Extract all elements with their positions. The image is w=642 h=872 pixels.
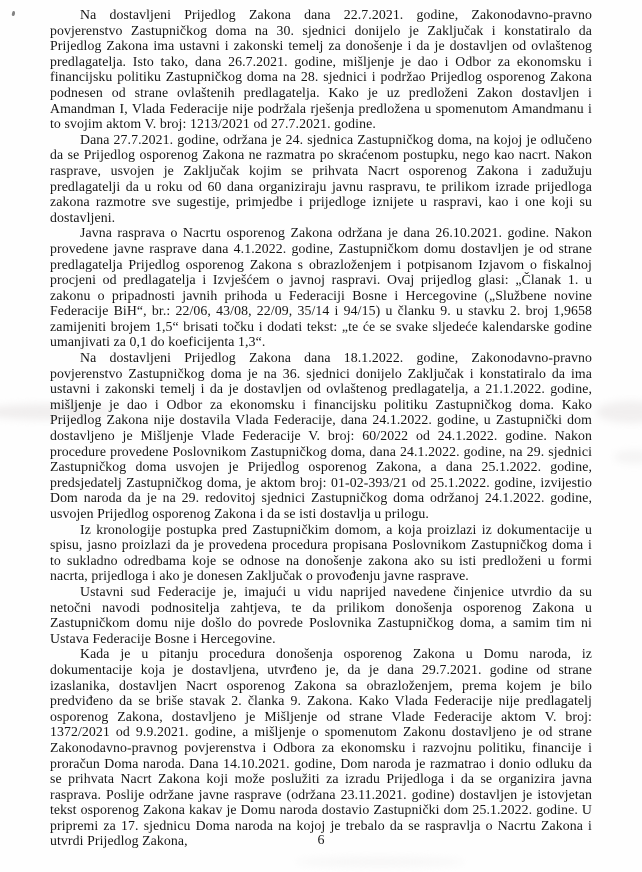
paragraph-7: Kada je u pitanju procedura donošenja osporenog Zakona u Domu naroda, iz dokumentacije koja je dostavljena, utvrđeno je, da je dana 29.7.2021. godine od strane izaslanika, dostavljen Nacrt osporenog Zakona sa obrazloženjem, prema kojem je bilo predviđeno da se briše stavak 2. članka 9. Zakona. Kako Vlada Federacije nije predlagatelj osporenog Zakona, dostavljeno je Mišljenje od strane Vlade Federacije aktom V. broj: 1372/2021 od 9.9.2021. godine, a mišljenje o spomenutom Zakonu dostavljeno je od strane Zakonodavno-pravnog povjerenstva i Odbora za ekonomsku i razvojnu politiku, financije i proračun Doma naroda. Dana 14.10.2021. godine, Dom naroda je razmatrao i donio odluku da se prihvata Nacrt Zakona koji može poslužiti za izradu Prijedloga i da se organizira javna rasprava. Poslije održane javne rasprave (održana 23.11.2021. godine) dostavljen je istovjetan tekst osporenog Zakona kakav je Domu naroda dostavio Zastupnički dom 25.1.2022. godine. U pripremi za 17. sjednicu Doma naroda na kojoj je trebalo da se raspravlja o Nacrtu Zakona i utvrdi Prijedlog Zakona,	[50, 646, 592, 849]
paragraph-4: Na dostavljeni Prijedlog Zakona dana 18.1.2022. godine, Zakonodavno-pravno povjerenstvo Zastupničkog doma je na 36. sjednici donijelo Zaključak i konstatiralo da ima ustavni i zakonski temelj i da je dostavljen od ovlaštenog predlagatelja, a 21.1.2022. godine, mišljenje je dao i Odbor za ekonomsku i financijsku politiku Zastupničkog doma. Kako Prijedlog Zakona nije dostavila Vlada Federacije, dana 24.1.2022. godine, u Zastupnički dom dostavljeno je Mišljenje Vlade Federacije V. broj: 60/2022 od 24.1.2022. godine. Nakon procedure provedene Poslovnikom Zastupničkog doma, dana 24.1.2022. godine, na 29. sjednici Zastupničkog doma usvojen je Prijedlog osporenog Zakona, a dana 25.1.2022. godine, predsjedatelj Zastupničkog doma, je aktom broj: 01-02-393/21 od 25.1.2022. godine, izvijestio Dom naroda da je na 29. redovitoj sjednici Zastupničkog doma održanoj 24.1.2022. godine, usvojen Prijedlog osporenog Zakona i da se isti dostavlja u prilogu.	[50, 350, 592, 521]
scan-smudge-bottom	[295, 857, 465, 867]
paragraph-2: Dana 27.7.2021. godine, održana je 24. sjednica Zastupničkog doma, na kojoj je odlučeno da se Prijedlog osporenog Zakona ne razmatra po skraćenom postupku, nego kao nacrt. Nakon rasprave, usvojen je Zaključak kojim se prihvata Nacrt osporenog Zakona i zadužuju predlagatelji da u roku od 60 dana organiziraju javnu raspravu, te prilikom izrade prijedloga zakona razmotre sve sugestije, primjedbe i prijedloge iznijete u raspravi, kao i one koji su dostavljeni.	[50, 131, 592, 225]
document-body	[50, 7, 592, 849]
page-number: 6	[317, 833, 325, 848]
paragraph-3: Javna rasprava o Nacrtu osporenog Zakona održana je dana 26.10.2021. godine. Nakon provedene javne rasprave dana 4.1.2022. godine, Zastupničkom domu dostavljen je od strane predlagatelja Prijedlog osporenog Zakona s obrazloženjem i potpisanom Izjavom o fiskalnoj procjeni od predlagatelja i Izvješćem o javnoj raspravi. Ovaj prijedlog glasi: „Članak 1. u zakonu o pripadnosti javnih prihoda u Federaciji Bosne i Hercegovine („Službene novine Federacije BiH“, br.: 22/06, 43/08, 22/09, 35/14 i 94/15) u članku 9. u stavku 2. broj 1,9658 zamijeniti brojem 1,5“ brisati točku i dodati tekst: „te će se svake sljedeće kalendarske godine umanjivati za 0,1 do koeficijenta 1,3“.	[50, 225, 592, 350]
paragraph-5: Iz kronologije postupka pred Zastupničkim domom, a koja proizlazi iz dokumentacije u spisu, jasno proizlazi da je provedena procedura propisana Poslovnikom Zastupničkog doma i to sukladno odredbama koje se odnose na donošenje zakona ako su isti predloženi u formi nacrta, prijedloga i ako je donesen Zaključak o provođenju javne rasprave.	[50, 521, 592, 584]
paragraph-1: Na dostavljeni Prijedlog Zakona dana 22.7.2021. godine, Zakonodavno-pravno povjerenstvo Zastupničkog doma na 30. sjednici donijelo je Zaključak i konstatiralo da Prijedlog Zakona ima ustavni i zakonski temelj za donošenje i da je dostavljen od ovlaštenog predlagatelja. Isto tako, dana 26.7.2021. godine, mišljenje je dao i Odbor za ekonomsku i financijsku politiku Zastupničkog doma na 28. sjednici i podržao Prijedlog osporenog Zakona podnesen od strane ovlaštenih predlagatelja. Kako je uz predloženi Zakon dostavljen i Amandman I, Vlada Federacije nije podržala rješenja predložena u spomenutom Amandmanu i to svojim aktom V. broj: 1213/2021 od 27.7.2021. godine.	[50, 7, 592, 132]
paragraph-6: Ustavni sud Federacije je, imajući u vidu naprijed navedene činjenice utvrdio da su netočni navodi podnositelja zahtjeva, te da prilikom donošenja osporenog Zakona u Zastupničkom domu nije došlo do povrede Poslovnika Zastupničkog doma, a samim tim ni Ustava Federacije Bosne i Hercegovine.	[50, 583, 592, 646]
scan-smudge-right	[596, 401, 642, 423]
scan-speck-artifact	[11, 11, 15, 17]
scan-smudge-right-2	[614, 450, 642, 464]
